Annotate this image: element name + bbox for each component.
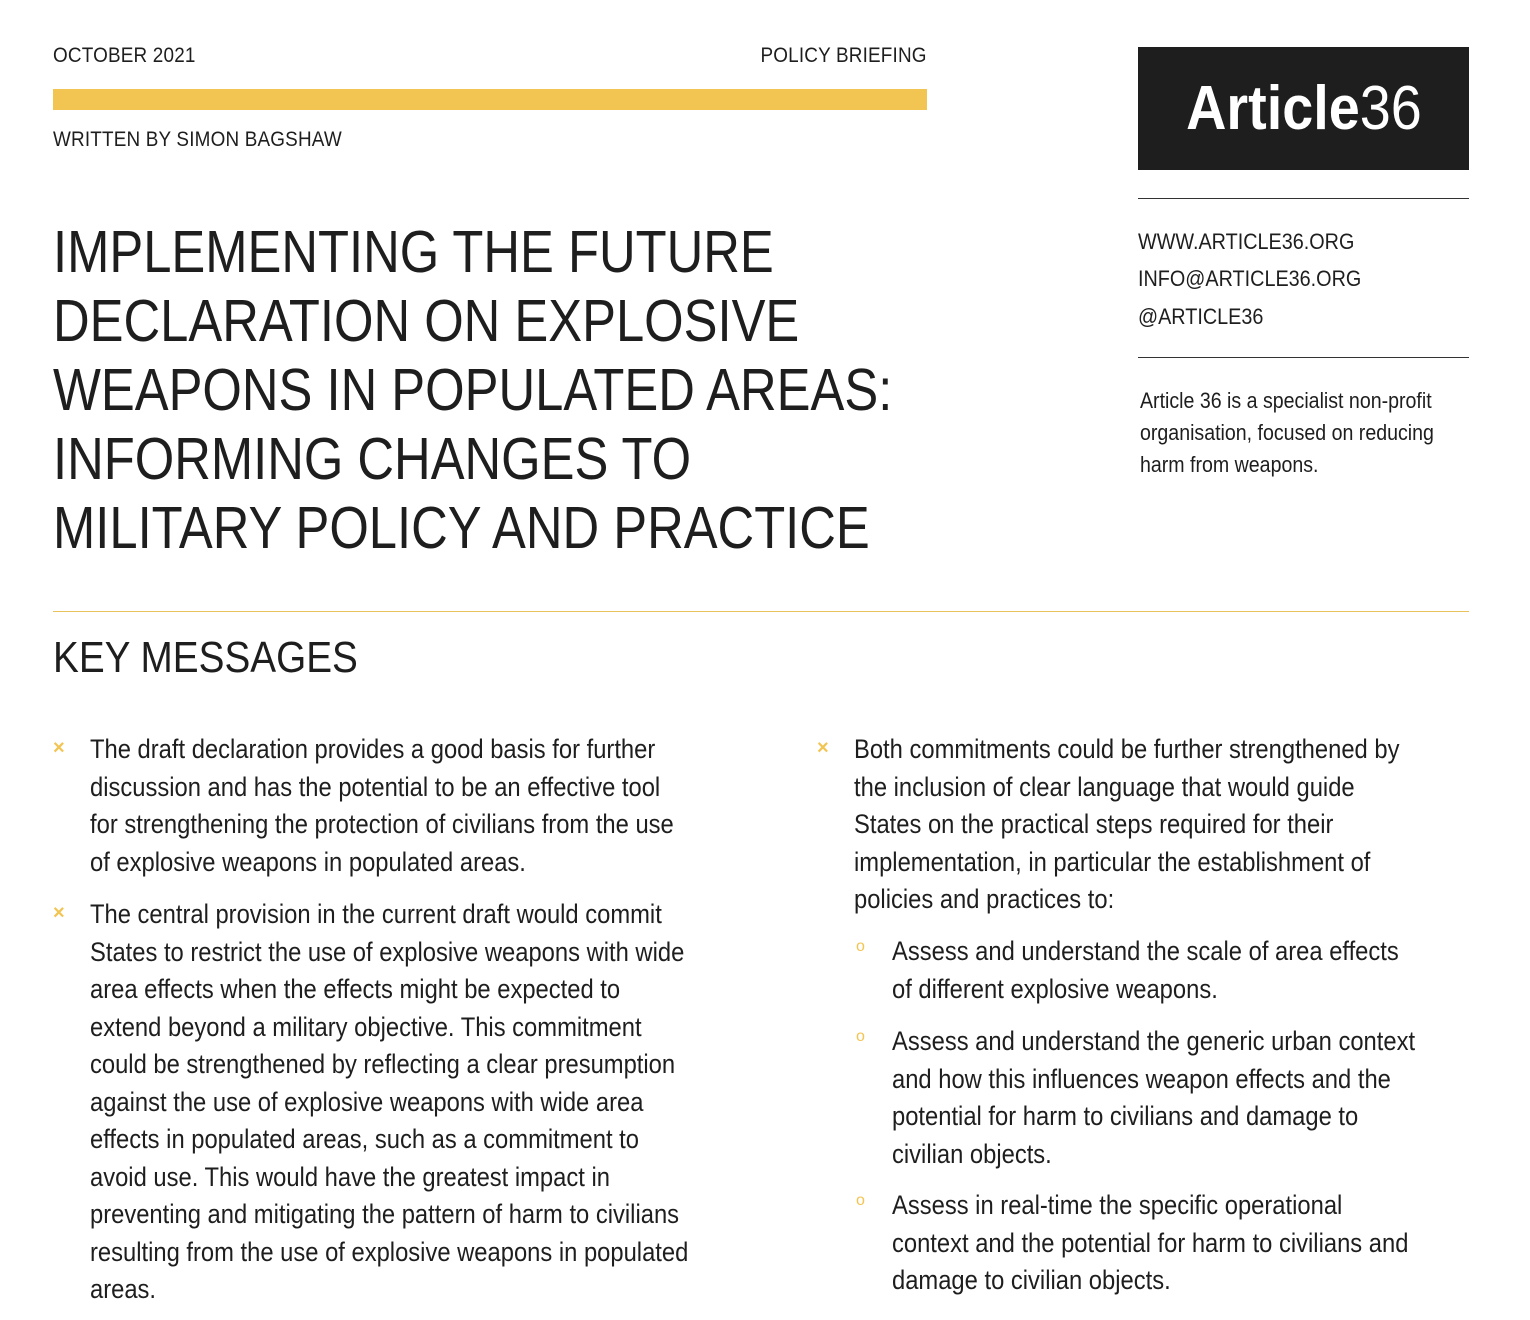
sub-item-line: context and the potential for harm to civilians and bbox=[892, 1227, 1409, 1258]
key-message-line: extend beyond a military objective. This commitment bbox=[90, 1011, 642, 1042]
title-line: IMPLEMENTING THE FUTURE bbox=[53, 219, 774, 285]
key-message-item bbox=[90, 896, 688, 1309]
key-message-sub-item bbox=[892, 1187, 1408, 1300]
key-message-line: area effects when the effects might be expected to bbox=[90, 974, 621, 1004]
key-message-line: States to restrict the use of explosive weapons with wide bbox=[90, 936, 685, 967]
website-link[interactable]: WWW.ARTICLE36.ORG bbox=[1138, 229, 1355, 254]
key-message-line: The draft declaration provides a good basis for further bbox=[90, 734, 656, 764]
key-message-line: States on the practical steps required for their bbox=[854, 809, 1334, 839]
sub-bullet-marker-icon: o bbox=[856, 1028, 865, 1045]
key-message-line: the inclusion of clear language that would guide bbox=[854, 771, 1355, 802]
header-accent-bar bbox=[53, 89, 927, 110]
key-message-sub-item bbox=[892, 1023, 1415, 1173]
key-message-sub-item bbox=[892, 933, 1399, 1008]
description-line: organisation, focused on reducing bbox=[1140, 420, 1434, 445]
bullet-marker-icon: × bbox=[817, 737, 829, 759]
logo-wordmark-number: 36 bbox=[1359, 74, 1422, 143]
sidebar-divider-top bbox=[1138, 198, 1469, 199]
sub-item-line: of different explosive weapons. bbox=[892, 973, 1218, 1004]
article36-logo bbox=[1138, 47, 1469, 170]
key-message-line: implementation, in particular the establishment of bbox=[854, 846, 1371, 877]
sub-item-line: damage to civilian objects. bbox=[892, 1265, 1171, 1295]
key-message-item bbox=[90, 731, 674, 881]
key-message-line: of explosive weapons in populated areas. bbox=[90, 846, 526, 877]
key-message-line: policies and practices to: bbox=[854, 884, 1115, 914]
key-message-line: discussion and has the potential to be an effective tool bbox=[90, 771, 661, 802]
key-message-item bbox=[854, 731, 1399, 919]
social-handle-link[interactable]: @ARTICLE36 bbox=[1138, 304, 1264, 329]
description-line: harm from weapons. bbox=[1140, 452, 1319, 477]
author-line: WRITTEN BY SIMON BAGSHAW bbox=[53, 128, 342, 151]
key-message-line: against the use of explosive weapons with wide area bbox=[90, 1086, 644, 1117]
title-line: MILITARY POLICY AND PRACTICE bbox=[53, 495, 870, 561]
sub-bullet-marker-icon: o bbox=[856, 938, 865, 955]
sub-item-line: and how this influences weapon effects and the bbox=[892, 1063, 1391, 1094]
logo-wordmark bbox=[1186, 73, 1422, 144]
document-type: POLICY BRIEFING bbox=[760, 44, 927, 67]
sub-bullet-marker-icon: o bbox=[856, 1192, 865, 1209]
sub-item-line: Assess in real-time the specific operational bbox=[892, 1190, 1343, 1220]
key-message-line: preventing and mitigating the pattern of harm to civilians bbox=[90, 1199, 680, 1229]
bullet-marker-icon: × bbox=[53, 902, 65, 924]
key-message-line: could be strengthened by reflecting a clear presumption bbox=[90, 1049, 676, 1079]
key-message-line: areas. bbox=[90, 1274, 157, 1304]
sub-item-line: civilian objects. bbox=[892, 1138, 1052, 1169]
title-line: WEAPONS IN POPULATED AREAS: bbox=[53, 357, 893, 423]
key-messages-heading: KEY MESSAGES bbox=[53, 633, 358, 682]
sub-item-line: potential for harm to civilians and damage to bbox=[892, 1101, 1359, 1131]
sidebar-divider-bottom bbox=[1138, 357, 1469, 358]
bullet-marker-icon: × bbox=[53, 737, 65, 759]
email-link[interactable]: INFO@ARTICLE36.ORG bbox=[1138, 266, 1362, 291]
title-line: INFORMING CHANGES TO bbox=[53, 426, 692, 492]
description-line: Article 36 is a specialist non-profit bbox=[1140, 388, 1432, 413]
key-message-line: for strengthening the protection of civilians from the use bbox=[90, 809, 674, 839]
key-message-line: Both commitments could be further strengthened by bbox=[854, 734, 1400, 764]
key-message-line: effects in populated areas, such as a commitment to bbox=[90, 1124, 639, 1154]
publication-date: OCTOBER 2021 bbox=[53, 44, 196, 67]
logo-wordmark-bold: Article bbox=[1185, 74, 1360, 143]
sub-item-line: Assess and understand the generic urban context bbox=[892, 1026, 1416, 1056]
document-title bbox=[53, 218, 913, 563]
key-message-line: The central provision in the current draft would commit bbox=[90, 899, 662, 929]
section-divider bbox=[53, 611, 1469, 612]
key-message-line: resulting from the use of explosive weapons in populated bbox=[90, 1236, 689, 1267]
sub-item-line: Assess and understand the scale of area effects bbox=[892, 936, 1399, 966]
title-line: DECLARATION ON EXPLOSIVE bbox=[53, 288, 800, 354]
key-message-line: avoid use. This would have the greatest impact in bbox=[90, 1161, 610, 1192]
organisation-description bbox=[1140, 385, 1469, 481]
